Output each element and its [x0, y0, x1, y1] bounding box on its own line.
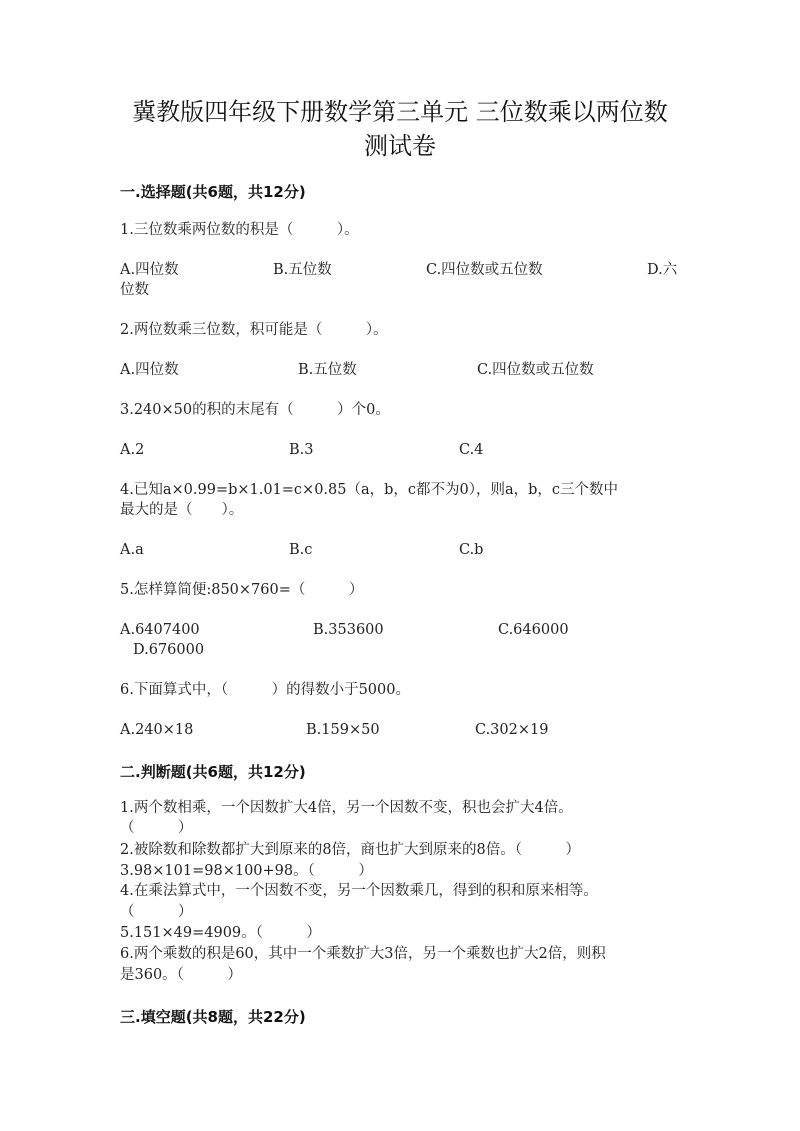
option-a: A.a [120, 542, 144, 558]
page-title-line2: 测试卷 [364, 132, 436, 160]
question-stem: 5.怎样算简便:850×760=（ ） [120, 582, 364, 598]
option-b: B.c [289, 542, 313, 558]
option-d: D.676000 [133, 642, 205, 658]
option-d: D.六 [647, 262, 678, 278]
option-b: B.3 [289, 442, 314, 458]
section-heading-choice: 一.选择题(共6题，共12分) [120, 183, 306, 201]
option-c: C.四位数或五位数 [426, 262, 543, 278]
option-a: A.四位数 [120, 262, 179, 278]
judge-line: 5.151×49=4909。（ ） [120, 925, 321, 941]
question-stem: 6.下面算式中，（ ）的得数小于5000。 [120, 682, 410, 698]
option-b: B.五位数 [298, 362, 357, 378]
question-stem: 1.三位数乘两位数的积是（ ）。 [120, 222, 359, 238]
option-d-wrap: 位数 [120, 282, 149, 298]
option-a: A.6407400 [120, 622, 200, 638]
question-stem: 4.已知a×0.99=b×1.01=c×0.85（a，b，c都不为0），则a，b，c三个数中 [120, 482, 619, 498]
section-heading-judge: 二.判断题(共6题，共12分) [120, 763, 306, 781]
option-c: C.四位数或五位数 [477, 362, 594, 378]
judge-line: （ ） [120, 904, 193, 920]
option-a: A.2 [120, 442, 145, 458]
judge-line: 是360。（ ） [120, 967, 242, 983]
question-stem: 2.两位数乘三位数，积可能是（ ）。 [120, 322, 388, 338]
question-stem: 3.240×50的积的末尾有（ ）个0。 [120, 402, 390, 418]
judge-line: 4.在乘法算式中，一个因数不变，另一个因数乘几，得到的积和原来相等。 [120, 883, 598, 899]
judge-line: （ ） [120, 820, 193, 836]
option-c: C.4 [459, 442, 484, 458]
page-title: 冀教版四年级下册数学第三单元 三位数乘以两位数 [132, 98, 668, 126]
option-c: C.646000 [498, 622, 569, 638]
judge-line: 2.被除数和除数都扩大到原来的8倍，商也扩大到原来的8倍。（ ） [120, 842, 581, 858]
option-a: A.四位数 [120, 362, 179, 378]
question-stem-line2: 最大的是（ ）。 [120, 502, 244, 518]
option-a: A.240×18 [120, 722, 194, 738]
judge-line: 3.98×101=98×100+98。（ ） [120, 863, 373, 879]
option-c: C.b [459, 542, 484, 558]
option-c: C.302×19 [475, 722, 549, 738]
option-b: B.五位数 [273, 262, 332, 278]
judge-line: 1.两个数相乘，一个因数扩大4倍，另一个因数不变，积也会扩大4倍。 [120, 800, 573, 816]
option-b: B.353600 [313, 622, 384, 638]
section-heading-fill: 三.填空题(共8题，共22分) [120, 1008, 306, 1026]
judge-line: 6.两个乘数的积是60，其中一个乘数扩大3倍，另一个乘数也扩大2倍，则积 [120, 946, 606, 962]
option-b: B.159×50 [306, 722, 380, 738]
